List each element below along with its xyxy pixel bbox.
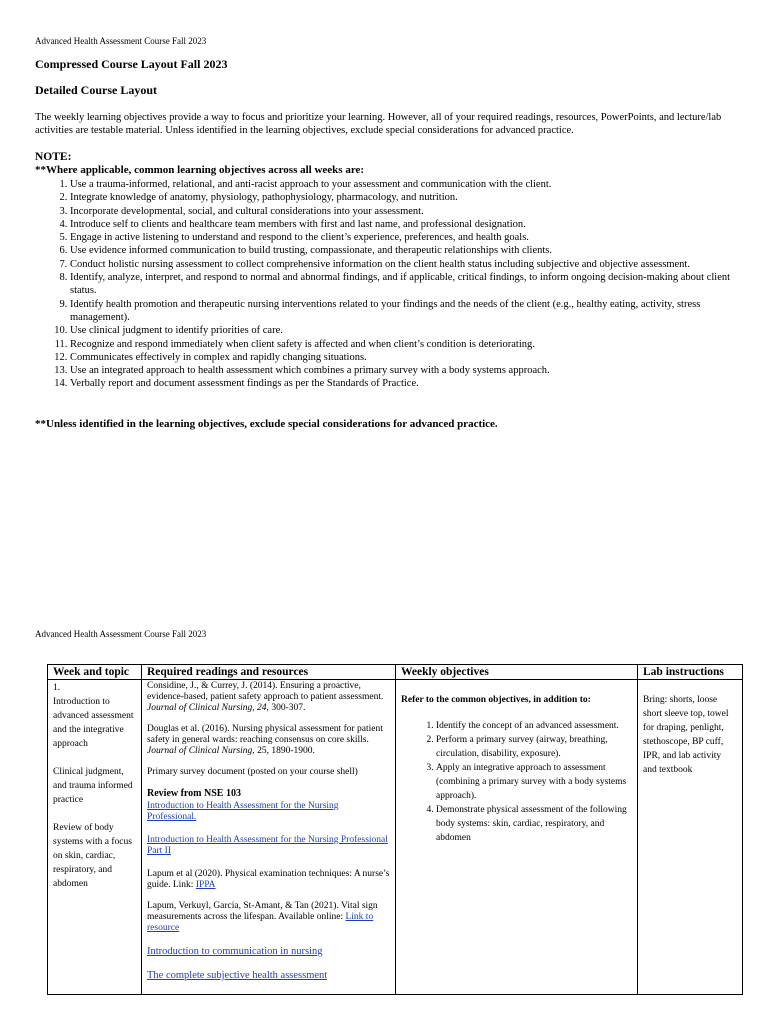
reading-primary-survey: Primary survey document (posted on your course shell)	[147, 767, 358, 777]
list-item: 9. Identify health promotion and therapeutic nursing interventions related to your findings and the needs of the client (e.g., healthy eating, activity, stress management).	[70, 298, 750, 325]
intro-paragraph: The weekly learning objectives provide a way to focus and prioritize your learning. However, all of your required readings, resources, PowerPoints, and lecture/lab activities are testable material. Unless identified in the learning objectives, exclude special considerations for advanced practice.	[35, 112, 722, 136]
link-intro-health-assessment-2-anchor[interactable]: Introduction to Health Assessment for the Nursing Professional Part II	[147, 835, 388, 856]
link-ippa[interactable]: IPPA	[195, 880, 216, 890]
page-header-2: Advanced Health Assessment Course Fall 2023	[35, 629, 207, 639]
list-item: 12. Communicates effectively in complex and rapidly changing situations.	[70, 351, 750, 364]
link-communication[interactable]	[147, 946, 390, 958]
list-item: 11. Recognize and respond immediately when client safety is affected and when client’s condition is deteriorating.	[70, 338, 750, 351]
week-cell	[48, 680, 142, 995]
header-week: Week and topic	[48, 665, 142, 680]
list-item: 14. Verbally report and document assessment findings as per the Standards of Practice.	[70, 377, 750, 390]
closing-note: **Unless identified in the learning objectives, exclude special considerations for advanced practice.	[35, 418, 498, 430]
note-label: NOTE:	[35, 151, 72, 163]
list-item: 1. Use a trauma-informed, relational, and anti-racist approach to your assessment and communication with the client.	[70, 178, 750, 191]
list-item: 3. Incorporate developmental, social, and cultural considerations into your assessment.	[70, 205, 750, 218]
common-objectives-heading: **Where applicable, common learning objectives across all weeks are:	[35, 164, 365, 176]
week-topic-3: Review of body systems with a focus on skin, cardiac, respiratory, and abdomen	[53, 823, 132, 889]
course-layout-table	[47, 664, 743, 995]
table-header-row	[48, 665, 743, 680]
reading-lapum-2021: Lapum, Verkuyl, Garcia, St-Amant, & Tan (2021). Vital sign measurements across the lifespan. Available online: Link to resource	[147, 901, 378, 933]
link-intro-health-assessment-anchor[interactable]: Introduction to Health Assessment for the Nursing Professional.	[147, 801, 339, 822]
list-item: 1. Identify the concept of an advanced assessment.	[436, 719, 632, 733]
lab-instructions: Bring: shorts, loose short sleeve top, towel for draping, penlight, stethoscope, BP cuff, IPR, and lab activity and textbook	[643, 695, 729, 775]
list-item: 13. Use an integrated approach to health assessment which combines a primary survey with a body systems approach.	[70, 364, 750, 377]
table-row	[48, 680, 743, 995]
week-topic: Introduction to advanced assessment and the integrative approach	[53, 697, 134, 749]
link-communication-anchor[interactable]: Introduction to communication in nursing	[147, 946, 323, 957]
reading-considine: Considine, J., & Currey, J. (2014). Ensuring a proactive, evidence-based, patient safety approach to patient assessment. Journal of Clinical Nursing, 24, 300-307.	[147, 681, 384, 713]
lab-cell	[638, 680, 743, 995]
link-intro-health-assessment[interactable]	[147, 801, 390, 823]
header-lab: Lab instructions	[638, 665, 743, 680]
list-item: 7. Conduct holistic nursing assessment to collect comprehensive information on the client health status including subjective and objective assessment.	[70, 258, 750, 271]
header-objectives: Weekly objectives	[396, 665, 638, 680]
header-readings: Required readings and resources	[142, 665, 396, 680]
readings-cell	[142, 680, 396, 995]
document-subtitle: Detailed Course Layout	[35, 83, 157, 97]
document-title: Compressed Course Layout Fall 2023	[35, 57, 228, 71]
review-label: Review from NSE 103	[147, 788, 241, 799]
link-subjective-assessment-anchor[interactable]: The complete subjective health assessment	[147, 970, 328, 981]
list-item: 8. Identify, analyze, interpret, and respond to normal and abnormal findings, and if applicable, critical findings, to inform ongoing decision-making about client status.	[70, 271, 750, 298]
list-item: 4. Introduce self to clients and healthcare team members with first and last name, and professional designation.	[70, 218, 750, 231]
list-item: 2. Integrate knowledge of anatomy, physiology, pathophysiology, pharmacology, and nutrition.	[70, 191, 750, 204]
link-to-resource[interactable]: Link to resource	[147, 912, 374, 933]
reading-douglas: Douglas et al. (2016). Nursing physical assessment for patient safety in general wards: reaching consensus on core skills. Journal of Clinical Nursing, 25, 1890-1900.	[147, 724, 383, 756]
objectives-intro: Refer to the common objectives, in addition to:	[401, 695, 591, 705]
week-number: 1.	[53, 683, 61, 693]
reading-lapum-2020: Lapum et al (2020). Physical examination techniques: A nurse’s guide. Link: IPPA	[147, 869, 390, 890]
link-intro-health-assessment-2[interactable]	[147, 835, 390, 857]
link-subjective-assessment[interactable]	[147, 970, 390, 982]
list-item: 3. Apply an integrative approach to assessment (combining a primary survey with a body systems approach).	[436, 761, 632, 803]
list-item: 5. Engage in active listening to understand and respond to the client’s experience, preferences, and health goals.	[70, 231, 750, 244]
list-item: 4. Demonstrate physical assessment of the following body systems: skin, cardiac, respiratory, and abdomen	[436, 803, 632, 845]
common-objectives-list	[35, 178, 750, 391]
list-item: 2. Perform a primary survey (airway, breathing, circulation, disability, exposure).	[436, 733, 632, 761]
week-topic-2: Clinical judgment, and trauma informed practice	[53, 767, 133, 805]
list-item: 6. Use evidence informed communication to build trusting, compassionate, and therapeutic relationships with clients.	[70, 244, 750, 257]
weekly-objectives-list	[401, 719, 632, 845]
objectives-cell	[396, 680, 638, 995]
list-item: 10. Use clinical judgment to identify priorities of care.	[70, 324, 750, 337]
page-header: Advanced Health Assessment Course Fall 2023	[35, 36, 207, 46]
